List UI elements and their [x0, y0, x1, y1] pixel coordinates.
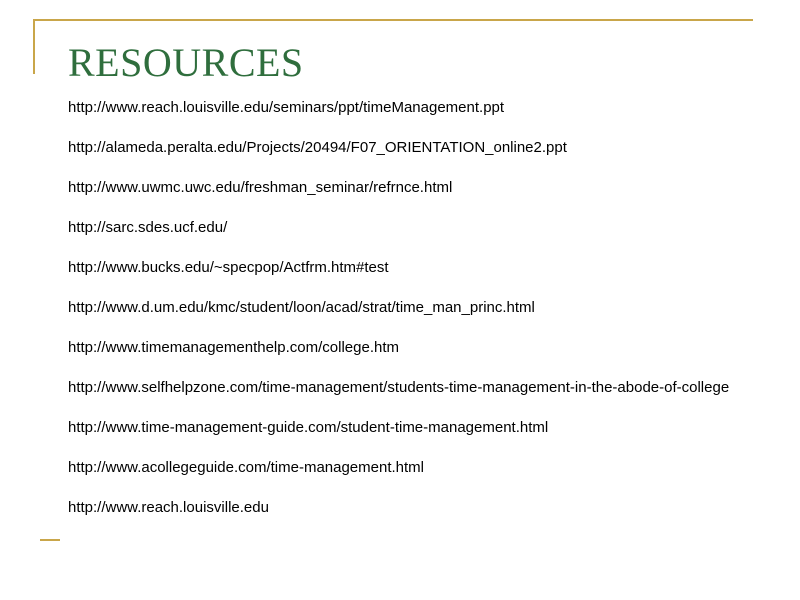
frame-top-line — [33, 19, 753, 21]
resource-link-text[interactable]: http://www.d.um.edu/kmc/student/loon/acad/strat/time_man_princ.html — [68, 299, 535, 316]
frame-left-line — [33, 19, 35, 74]
resource-link-item[interactable] — [68, 420, 768, 436]
resource-link-text[interactable]: http://www.acollegeguide.com/time-management.html — [68, 459, 425, 476]
resource-link-text[interactable]: http://www.bucks.edu/~specpop/Actfrm.htm#test — [68, 259, 389, 276]
resource-link-text[interactable]: http://www.selfhelpzone.com/time-management/students-time-management-in-the-abode-of-college — [68, 379, 730, 396]
resource-link-text[interactable]: http://www.uwmc.uwc.edu/freshman_seminar/refrnce.html — [68, 179, 453, 196]
resource-link-item[interactable] — [68, 220, 768, 236]
resource-link-item[interactable] — [68, 300, 768, 316]
resource-link-list — [68, 100, 768, 540]
resource-link-item[interactable] — [68, 500, 768, 516]
resource-link-item[interactable] — [68, 380, 768, 396]
resource-link-text[interactable]: http://www.reach.louisville.edu — [68, 499, 269, 516]
resource-link-text[interactable]: http://www.reach.louisville.edu/seminars/ppt/timeManagement.ppt — [68, 99, 505, 116]
resource-link-text[interactable]: http://www.time-management-guide.com/student-time-management.html — [68, 419, 549, 436]
resource-link-item[interactable] — [68, 460, 768, 476]
resource-link-text[interactable]: http://www.timemanagementhelp.com/college.htm — [68, 339, 399, 356]
resource-link-item[interactable] — [68, 340, 768, 356]
resource-link-text[interactable]: http://sarc.sdes.ucf.edu/ — [68, 219, 228, 236]
resource-link-item[interactable] — [68, 180, 768, 196]
resource-link-item[interactable] — [68, 140, 768, 156]
slide-title: RESOURCES — [68, 40, 304, 85]
resource-link-item[interactable] — [68, 260, 768, 276]
resource-link-item[interactable] — [68, 100, 768, 116]
frame-bottom-tick — [40, 539, 60, 541]
resource-link-text[interactable]: http://alameda.peralta.edu/Projects/20494/F07_ORIENTATION_online2.ppt — [68, 139, 567, 156]
